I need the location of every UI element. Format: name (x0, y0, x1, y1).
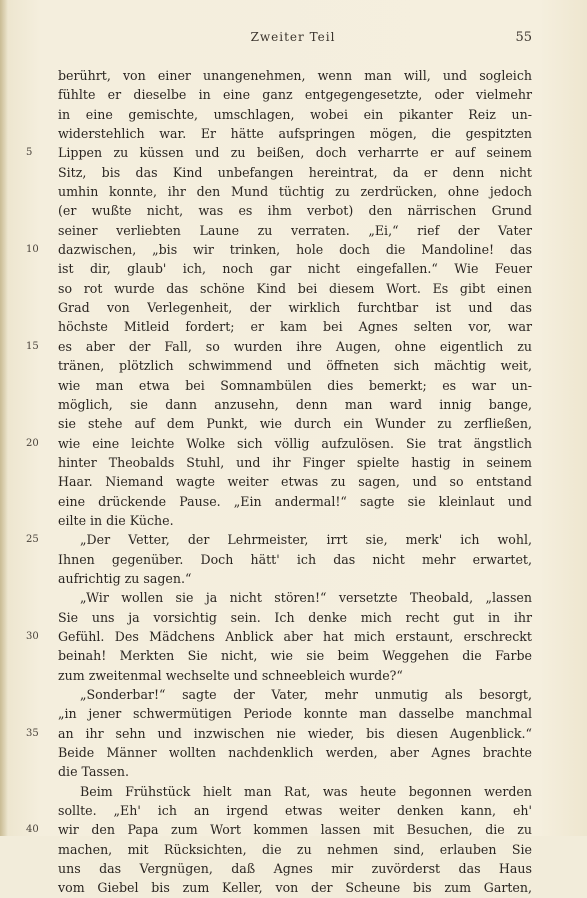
text-line (0, 550, 587, 569)
text-line (0, 530, 587, 549)
text-line (0, 492, 587, 511)
text-line (0, 201, 587, 220)
line-text: „in jener schwermütigen Periode konnte man dasselbe manchmal (58, 706, 532, 722)
line-number: 15 (26, 340, 39, 352)
line-number: 20 (26, 437, 39, 449)
page-number: 55 (515, 30, 532, 45)
line-text: wie man etwa bei Somnambülen dies bemerkt; es war un- (58, 377, 532, 393)
text-line (0, 782, 587, 801)
line-text: berührt, von einer unangenehmen, wenn man will, und sogleich (58, 68, 532, 83)
line-text: Lippen zu küssen und zu beißen, doch verharrte er auf seinem (58, 145, 532, 161)
text-line (0, 801, 587, 820)
text-line (0, 279, 587, 298)
line-text: dazwischen, „bis wir trinken, hole doch die Mandoline! das (58, 242, 532, 258)
text-line (0, 434, 587, 453)
text-line (0, 221, 587, 240)
line-text: (er wußte nicht, was es ihm verbot) den närrischen Grund (58, 203, 532, 219)
line-text: höchste Mitleid fordert; er kam bei Agnes selten vor, war (58, 319, 532, 335)
line-text: hinter Theobalds Stuhl, und ihr Finger spielte hastig in seinem (58, 454, 532, 470)
text-line (0, 143, 587, 162)
line-text: uns das Vergnügen, daß Agnes mir zuvörderst das Haus (58, 861, 532, 877)
line-text: Beim Frühstück hielt man Rat, was heute begonnen werden (80, 783, 532, 799)
line-number: 40 (26, 824, 39, 836)
line-text: „Sonderbar!“ sagte der Vater, mehr unmutig als besorgt, (80, 687, 532, 702)
text-line (0, 762, 587, 781)
line-text: sollte. „Eh' ich an irgend etwas weiter denken kann, eh' (58, 803, 532, 819)
line-text: Gefühl. Des Mädchens Anblick aber hat mich erstaunt, erschreckt (58, 628, 532, 644)
line-text: möglich, sie dann anzusehn, denn man ward innig bange, (58, 396, 532, 412)
line-text: vom Giebel bis zum Keller, von der Scheune bis zum Garten, (58, 880, 532, 896)
line-text: Grad von Verlegenheit, der wirklich furchtbar ist und das (58, 300, 532, 316)
text-line (0, 453, 587, 472)
line-text: so rot wurde das schöne Kind bei diesem Wort. Es gibt einen (58, 280, 532, 296)
line-number: 10 (26, 244, 39, 256)
text-line (0, 85, 587, 104)
text-line (0, 840, 587, 859)
text-line (0, 317, 587, 336)
line-text: wie eine leichte Wolke sich völlig aufzulösen. Sie trat ängstlich (58, 435, 532, 451)
text-line (0, 472, 587, 491)
line-text: eilte in die Küche. (58, 512, 174, 528)
text-line (0, 511, 587, 530)
line-text: „Der Vetter, der Lehrmeister, irrt sie, merk' ich wohl, (80, 532, 532, 548)
text-line (0, 124, 587, 143)
text-line (0, 859, 587, 878)
line-text: eine drückende Pause. „Ein andermal!“ sagte sie kleinlaut und (58, 493, 532, 509)
text-line (0, 163, 587, 182)
running-title: Zweiter Teil (250, 30, 336, 44)
text-line (0, 646, 587, 665)
text-line (0, 240, 587, 259)
line-text: fühlte er dieselbe in eine ganz entgegengesetzte, oder vielmehr (58, 87, 532, 103)
text-line (0, 666, 587, 685)
line-text: aufrichtig zu sagen.“ (58, 570, 192, 586)
text-line (0, 820, 587, 839)
line-text: zum zweitenmal wechselte und schneebleich wurde?“ (58, 667, 403, 683)
text-line (0, 627, 587, 646)
line-number: 25 (26, 534, 39, 546)
line-text: „Wir wollen sie ja nicht stören!“ versetzte Theobald, „lassen (80, 590, 532, 606)
text-line (0, 608, 587, 627)
line-text: widerstehlich war. Er hätte aufspringen mögen, die gespitzten (58, 126, 532, 142)
text-line (0, 376, 587, 395)
text-line (0, 878, 587, 897)
line-text: seiner verliebten Laune zu verraten. „Ei,“ rief der Vater (58, 222, 532, 238)
text-line (0, 743, 587, 762)
line-number: 35 (26, 727, 39, 739)
line-text: Ihnen gegenüber. Doch hätt' ich das nicht mehr erwartet, (58, 551, 532, 567)
text-line (0, 298, 587, 317)
text-line (0, 259, 587, 278)
line-text: tränen, plötzlich schwimmend und öffneten sich mächtig weit, (58, 358, 532, 374)
line-text: sie stehe auf dem Punkt, wie durch ein Wunder zu zerfließen, (58, 416, 532, 432)
line-text: wir den Papa zum Wort kommen lassen mit Besuchen, die zu (58, 822, 532, 838)
text-line (0, 105, 587, 124)
line-number: 30 (26, 630, 39, 642)
line-text: Sie uns ja vorsichtig sein. Ich denke mich recht gut in ihr (58, 609, 532, 625)
text-line (0, 704, 587, 723)
line-text: die Tassen. (58, 764, 129, 780)
text-line (0, 182, 587, 201)
line-text: machen, mit Rücksichten, die zu nehmen sind, erlauben Sie (58, 841, 532, 857)
line-number: 5 (26, 147, 33, 159)
line-text: Beide Männer wollten nachdenklich werden, aber Agnes brachte (58, 745, 532, 761)
line-text: es aber der Fall, so wurden ihre Augen, ohne eigentlich zu (58, 338, 532, 354)
text-line (0, 414, 587, 433)
body-text (0, 66, 587, 898)
text-line (0, 685, 587, 704)
text-line (0, 569, 587, 588)
text-line (0, 588, 587, 607)
line-text: Haar. Niemand wagte weiter etwas zu sagen, und so entstand (58, 474, 532, 490)
text-line (0, 724, 587, 743)
line-text: beinah! Merkten Sie nicht, wie sie beim Weggehen die Farbe (58, 648, 532, 664)
line-text: umhin konnte, ihr den Mund tüchtig zu zerdrücken, ohne jedoch (58, 184, 532, 200)
text-line (0, 337, 587, 356)
line-text: Sitz, bis das Kind unbefangen hereintrat, da er denn nicht (58, 164, 532, 180)
page-header (54, 30, 532, 48)
text-line (0, 356, 587, 375)
text-line (0, 395, 587, 414)
line-text: an ihr sehn und inzwischen nie wieder, bis diesen Augenblick.“ (58, 725, 532, 741)
line-text: ist dir, glaub' ich, noch gar nicht eingefallen.“ Wie Feuer (58, 261, 532, 277)
line-text: in eine gemischte, umschlagen, wobei ein pikanter Reiz un- (58, 106, 532, 122)
text-line (0, 66, 587, 85)
